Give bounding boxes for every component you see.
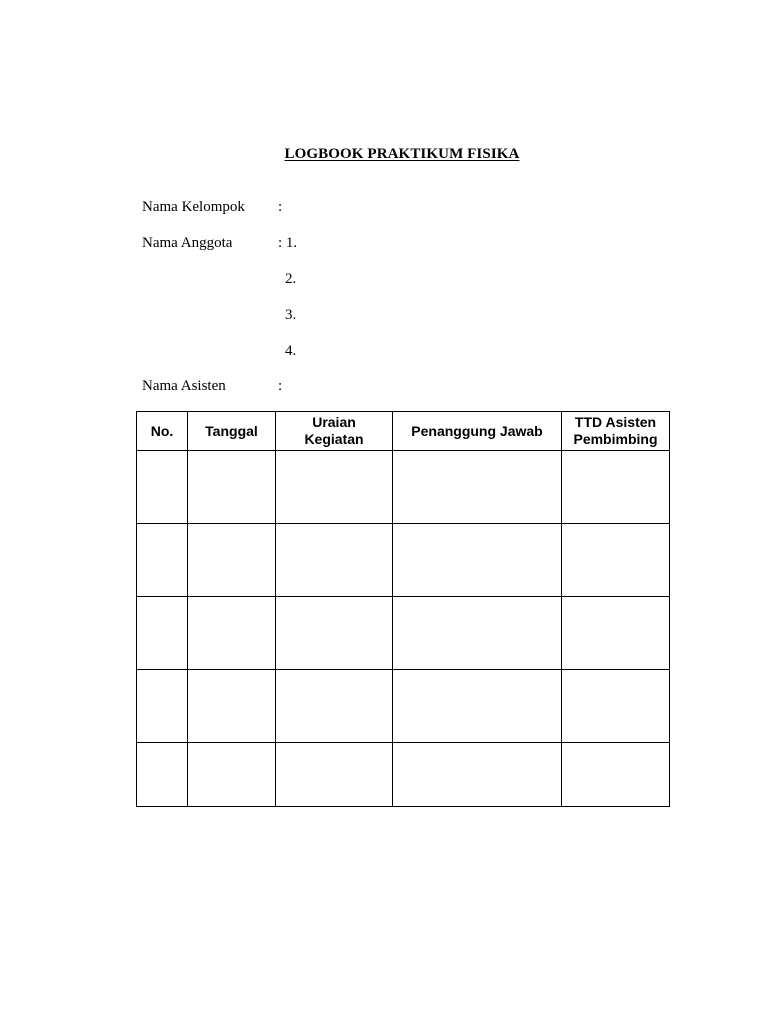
cell-uraian-kegiatan[interactable] (276, 743, 393, 807)
cell-uraian-kegiatan[interactable] (276, 524, 393, 597)
cell-uraian-kegiatan[interactable] (276, 670, 393, 743)
cell-penanggung-jawab[interactable] (393, 524, 562, 597)
header-tanggal: Tanggal (188, 412, 276, 451)
cell-ttd-asisten[interactable] (562, 743, 670, 807)
cell-no[interactable] (137, 743, 188, 807)
table-body (137, 451, 670, 807)
nama-kelompok-colon: : (278, 199, 283, 215)
cell-no[interactable] (137, 597, 188, 670)
table-row (137, 451, 670, 524)
table-header-row (137, 412, 670, 451)
page-title: LOGBOOK PRAKTIKUM FISIKA (284, 146, 520, 162)
cell-tanggal[interactable] (188, 670, 276, 743)
nama-kelompok-label: Nama Kelompok (142, 199, 245, 215)
cell-penanggung-jawab[interactable] (393, 597, 562, 670)
logbook-table (136, 411, 670, 807)
cell-tanggal[interactable] (188, 524, 276, 597)
cell-penanggung-jawab[interactable] (393, 451, 562, 524)
nama-asisten-label: Nama Asisten (142, 378, 226, 394)
member-number-4: 4. (285, 343, 297, 359)
header-no: No. (137, 412, 188, 451)
nama-anggota-colon: : 1. (278, 235, 298, 251)
cell-no[interactable] (137, 524, 188, 597)
member-number-3: 3. (285, 307, 297, 323)
cell-uraian-kegiatan[interactable] (276, 451, 393, 524)
member-number-2: 2. (285, 271, 297, 287)
table-row (137, 524, 670, 597)
nama-asisten-colon: : (278, 378, 283, 394)
cell-ttd-asisten[interactable] (562, 524, 670, 597)
table-row (137, 743, 670, 807)
table-row (137, 670, 670, 743)
cell-no[interactable] (137, 451, 188, 524)
cell-tanggal[interactable] (188, 743, 276, 807)
cell-no[interactable] (137, 670, 188, 743)
cell-ttd-asisten[interactable] (562, 597, 670, 670)
cell-ttd-asisten[interactable] (562, 670, 670, 743)
header-uraian-kegiatan: Uraian Kegiatan (276, 412, 393, 451)
cell-penanggung-jawab[interactable] (393, 743, 562, 807)
cell-tanggal[interactable] (188, 451, 276, 524)
cell-penanggung-jawab[interactable] (393, 670, 562, 743)
cell-tanggal[interactable] (188, 597, 276, 670)
table-row (137, 597, 670, 670)
cell-ttd-asisten[interactable] (562, 451, 670, 524)
nama-anggota-label: Nama Anggota (142, 235, 233, 251)
cell-uraian-kegiatan[interactable] (276, 597, 393, 670)
header-penanggung-jawab: Penanggung Jawab (393, 412, 562, 451)
header-ttd-asisten: TTD Asisten Pembimbing (562, 412, 670, 451)
